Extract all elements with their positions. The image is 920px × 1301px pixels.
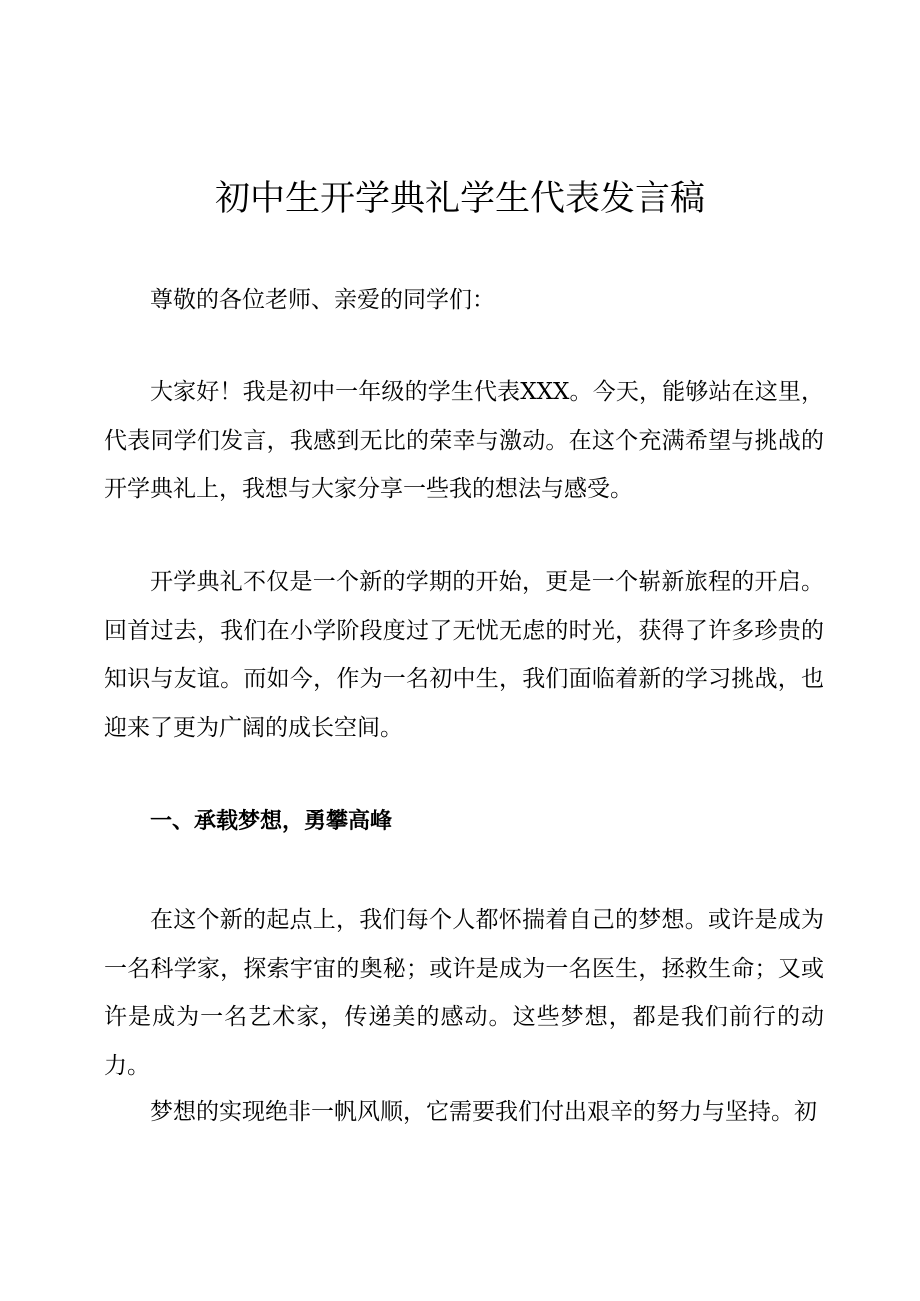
document-title: 初中生开学典礼学生代表发言稿: [214, 179, 705, 219]
section-heading-1: 一、承载梦想，勇攀高峰: [150, 809, 393, 834]
greeting-paragraph: 尊敬的各位老师、亲爱的同学们：: [150, 287, 495, 313]
effort-paragraph: 梦想的实现绝非一帆风顺，它需要我们付出艰辛的努力与坚持。初: [150, 1099, 817, 1125]
intro-paragraph: 大家好！我是初中一年级的学生代表XXX。今天，能够站在这里，代表同学们发言，我感到无比的荣幸与激动。在这个充满希望与挑战的开学典礼上，我想与大家分享一些我的想法与感受。: [104, 379, 824, 502]
ceremony-paragraph: 开学典礼不仅是一个新的学期的开始，更是一个崭新旅程的开启。回首过去，我们在小学阶段度过了无忧无虑的时光，获得了许多珍贵的知识与友谊。而如今，作为一名初中生，我们面临着新的学习挑战，也迎来了更为广阔的成长空间。: [104, 569, 824, 741]
dreams-paragraph: 在这个新的起点上，我们每个人都怀揣着自己的梦想。或许是成为一名科学家，探索宇宙的奥秘；或许是成为一名医生，拯救生命；又或许是成为一名艺术家，传递美的感动。这些梦想，都是我们前行的动力。: [104, 907, 824, 1079]
